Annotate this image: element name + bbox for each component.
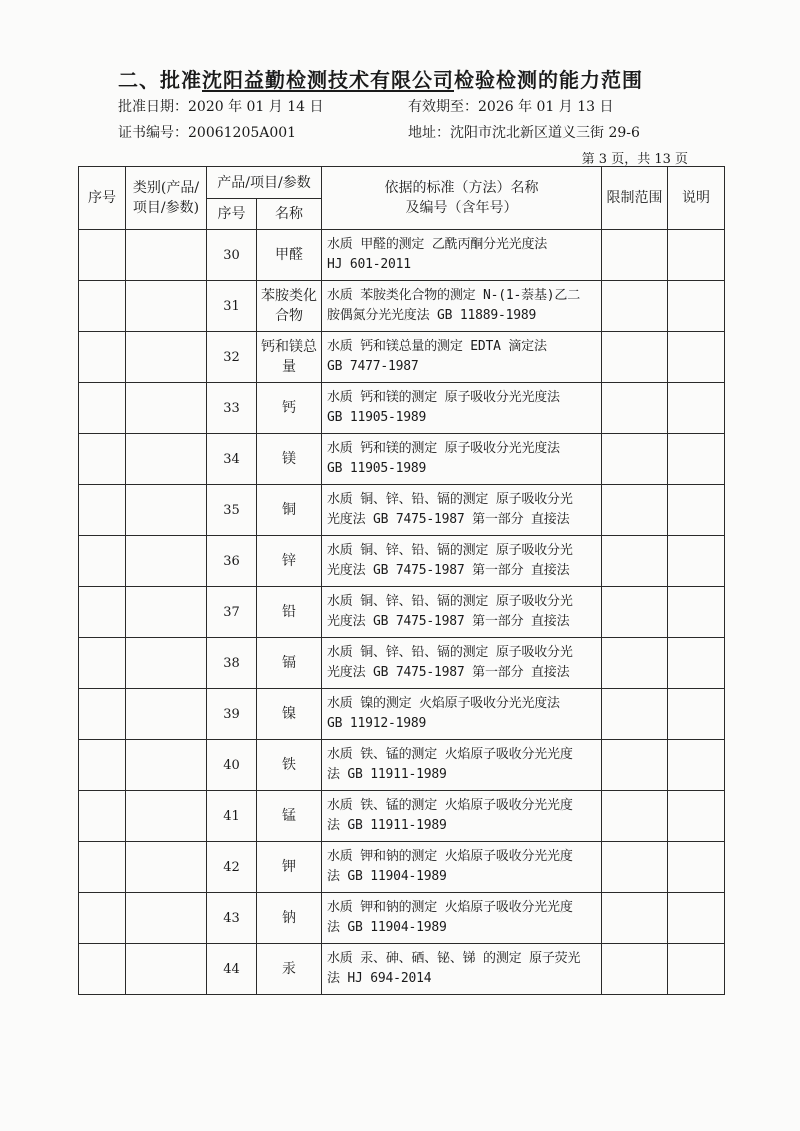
row-standard-cell: 水质 苯胺类化合物的测定 N-(1-萘基)乙二 胺偶氮分光光度法 GB 11889-1989 [322, 281, 602, 332]
row-limit-cell [602, 638, 668, 689]
row-note-cell [668, 587, 725, 638]
row-note-cell [668, 893, 725, 944]
row-standard-cell: 水质 钾和钠的测定 火焰原子吸收分光光度 法 GB 11904-1989 [322, 842, 602, 893]
row-seq-cell [79, 791, 126, 842]
table-row [79, 842, 725, 893]
row-limit-cell [602, 944, 668, 995]
row-note-cell [668, 485, 725, 536]
row-seq-cell [79, 383, 126, 434]
header-seq: 序号 [79, 167, 126, 230]
row-standard-cell: 水质 铜、锌、铅、镉的测定 原子吸收分光 光度法 GB 7475-1987 第一部分 直接法 [322, 536, 602, 587]
row-number-cell: 33 [207, 383, 257, 434]
row-note-cell [668, 791, 725, 842]
row-note-cell [668, 944, 725, 995]
row-name-cell: 钙和镁总 量 [257, 332, 322, 383]
header-sub-seq: 序号 [207, 199, 257, 230]
table-row [79, 281, 725, 332]
row-number-cell: 30 [207, 230, 257, 281]
table-row [79, 638, 725, 689]
row-number-cell: 40 [207, 740, 257, 791]
row-note-cell [668, 740, 725, 791]
row-limit-cell [602, 893, 668, 944]
row-number-cell: 32 [207, 332, 257, 383]
table-row [79, 383, 725, 434]
row-category-cell [126, 383, 207, 434]
row-name-cell: 甲醛 [257, 230, 322, 281]
row-standard-cell: 水质 铜、锌、铅、镉的测定 原子吸收分光 光度法 GB 7475-1987 第一部分 直接法 [322, 485, 602, 536]
row-limit-cell [602, 689, 668, 740]
row-standard-cell: 水质 钙和镁的测定 原子吸收分光光度法 GB 11905-1989 [322, 434, 602, 485]
row-limit-cell [602, 536, 668, 587]
row-name-cell: 铜 [257, 485, 322, 536]
row-name-cell: 钙 [257, 383, 322, 434]
row-seq-cell [79, 842, 126, 893]
row-seq-cell [79, 434, 126, 485]
row-seq-cell [79, 485, 126, 536]
row-number-cell: 34 [207, 434, 257, 485]
row-seq-cell [79, 944, 126, 995]
table-row [79, 434, 725, 485]
row-number-cell: 44 [207, 944, 257, 995]
row-number-cell: 41 [207, 791, 257, 842]
row-limit-cell [602, 332, 668, 383]
table-row [79, 230, 725, 281]
row-note-cell [668, 689, 725, 740]
row-seq-cell [79, 230, 126, 281]
row-note-cell [668, 332, 725, 383]
approve-date: 批准日期：2020 年 01 月 14 日 [118, 99, 324, 115]
row-category-cell [126, 536, 207, 587]
row-limit-cell [602, 230, 668, 281]
row-number-cell: 39 [207, 689, 257, 740]
row-standard-cell: 水质 铜、锌、铅、镉的测定 原子吸收分光 光度法 GB 7475-1987 第一部分 直接法 [322, 587, 602, 638]
row-note-cell [668, 230, 725, 281]
row-number-cell: 43 [207, 893, 257, 944]
row-limit-cell [602, 485, 668, 536]
row-name-cell: 镉 [257, 638, 322, 689]
row-limit-cell [602, 587, 668, 638]
header-limit: 限制范围 [602, 167, 668, 230]
row-number-cell: 42 [207, 842, 257, 893]
table-row [79, 740, 725, 791]
row-seq-cell [79, 689, 126, 740]
row-limit-cell [602, 791, 668, 842]
scope-table [78, 166, 725, 995]
row-limit-cell [602, 842, 668, 893]
row-number-cell: 37 [207, 587, 257, 638]
row-seq-cell [79, 740, 126, 791]
row-limit-cell [602, 383, 668, 434]
row-note-cell [668, 638, 725, 689]
row-standard-cell: 水质 钙和镁的测定 原子吸收分光光度法 GB 11905-1989 [322, 383, 602, 434]
row-standard-cell: 水质 汞、砷、硒、铋、锑 的测定 原子荧光 法 HJ 694-2014 [322, 944, 602, 995]
header-sub-name: 名称 [257, 199, 322, 230]
table-row [79, 944, 725, 995]
row-seq-cell [79, 587, 126, 638]
row-name-cell: 镍 [257, 689, 322, 740]
table-row [79, 332, 725, 383]
row-number-cell: 35 [207, 485, 257, 536]
row-number-cell: 38 [207, 638, 257, 689]
table-row [79, 791, 725, 842]
page-title [118, 64, 643, 93]
row-category-cell [126, 485, 207, 536]
title-prefix: 二、批准 [118, 68, 202, 92]
row-category-cell [126, 587, 207, 638]
table-row [79, 893, 725, 944]
row-standard-cell: 水质 铜、锌、铅、镉的测定 原子吸收分光 光度法 GB 7475-1987 第一部分 直接法 [322, 638, 602, 689]
row-name-cell: 锌 [257, 536, 322, 587]
row-standard-cell: 水质 铁、锰的测定 火焰原子吸收分光光度 法 GB 11911-1989 [322, 791, 602, 842]
row-standard-cell: 水质 铁、锰的测定 火焰原子吸收分光光度 法 GB 11911-1989 [322, 740, 602, 791]
row-note-cell [668, 536, 725, 587]
row-standard-cell: 水质 镍的测定 火焰原子吸收分光光度法 GB 11912-1989 [322, 689, 602, 740]
table-row [79, 485, 725, 536]
row-category-cell [126, 332, 207, 383]
row-category-cell [126, 230, 207, 281]
row-category-cell [126, 281, 207, 332]
row-number-cell: 36 [207, 536, 257, 587]
row-limit-cell [602, 434, 668, 485]
row-category-cell [126, 638, 207, 689]
row-category-cell [126, 791, 207, 842]
row-note-cell [668, 842, 725, 893]
row-seq-cell [79, 536, 126, 587]
row-category-cell [126, 740, 207, 791]
row-standard-cell: 水质 钙和镁总量的测定 EDTA 滴定法 GB 7477-1987 [322, 332, 602, 383]
page-info: 第 3 页，共 13 页 [581, 152, 688, 167]
header-category [126, 167, 207, 230]
header-note: 说明 [668, 167, 725, 230]
table-row [79, 689, 725, 740]
row-note-cell [668, 434, 725, 485]
header-category-text: 类别(产品/项目/参数) [132, 180, 200, 216]
row-note-cell [668, 281, 725, 332]
address: 地址：沈阳市沈北新区道义三街 29-6 [408, 125, 640, 141]
row-name-cell: 钠 [257, 893, 322, 944]
title-suffix: 检验检测的能力范围 [454, 68, 643, 92]
row-category-cell [126, 434, 207, 485]
row-category-cell [126, 842, 207, 893]
row-name-cell: 铅 [257, 587, 322, 638]
row-seq-cell [79, 893, 126, 944]
row-limit-cell [602, 281, 668, 332]
header-standard: 依据的标准（方法）名称 及编号（含年号） [322, 167, 602, 230]
row-seq-cell [79, 638, 126, 689]
row-limit-cell [602, 740, 668, 791]
row-seq-cell [79, 332, 126, 383]
row-seq-cell [79, 281, 126, 332]
table-row [79, 536, 725, 587]
row-category-cell [126, 689, 207, 740]
row-category-cell [126, 944, 207, 995]
title-org: 沈阳益勤检测技术有限公司 [202, 68, 454, 92]
row-name-cell: 镁 [257, 434, 322, 485]
table-row [79, 587, 725, 638]
row-number-cell: 31 [207, 281, 257, 332]
row-name-cell: 锰 [257, 791, 322, 842]
row-name-cell: 汞 [257, 944, 322, 995]
row-name-cell: 铁 [257, 740, 322, 791]
header-product-group: 产品/项目/参数 [207, 167, 322, 199]
row-standard-cell: 水质 甲醛的测定 乙酰丙酮分光光度法 HJ 601-2011 [322, 230, 602, 281]
cert-number: 证书编号：20061205A001 [118, 125, 297, 141]
valid-until: 有效期至：2026 年 01 月 13 日 [408, 99, 614, 115]
row-name-cell: 苯胺类化 合物 [257, 281, 322, 332]
row-name-cell: 钾 [257, 842, 322, 893]
row-category-cell [126, 893, 207, 944]
row-note-cell [668, 383, 725, 434]
row-standard-cell: 水质 钾和钠的测定 火焰原子吸收分光光度 法 GB 11904-1989 [322, 893, 602, 944]
